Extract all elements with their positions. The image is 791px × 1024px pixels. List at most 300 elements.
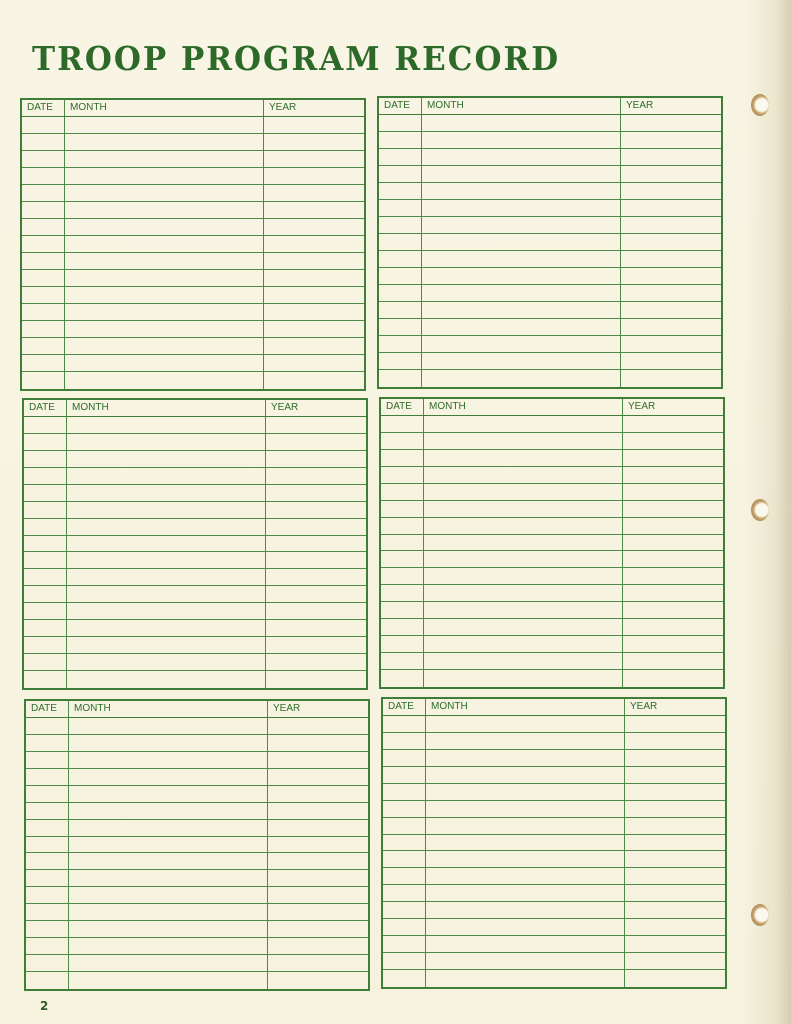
year-entry-cell — [264, 304, 364, 321]
date-entry-cell — [379, 200, 422, 217]
record-table-1 — [20, 98, 366, 391]
year-entry-cell — [625, 750, 725, 767]
record-table-4 — [379, 397, 725, 689]
date-entry-cell — [24, 468, 67, 485]
year-column-header: YEAR — [268, 701, 368, 718]
year-entry-cell — [621, 268, 721, 285]
date-entry-cell — [379, 302, 422, 319]
month-entry-cell — [65, 202, 264, 219]
month-entry-cell — [422, 268, 621, 285]
month-entry-cell — [65, 270, 264, 287]
month-column-header: MONTH — [422, 98, 621, 115]
month-entry-cell — [65, 321, 264, 338]
date-column-header: DATE — [383, 699, 426, 716]
month-entry-cell — [67, 620, 266, 637]
month-entry-cell — [69, 837, 268, 854]
date-entry-cell — [26, 718, 69, 735]
month-entry-cell — [422, 217, 621, 234]
year-entry-cell — [625, 936, 725, 953]
date-entry-cell — [379, 166, 422, 183]
month-column-header: MONTH — [426, 699, 625, 716]
date-entry-cell — [379, 336, 422, 353]
date-entry-cell — [379, 268, 422, 285]
date-entry-cell — [26, 955, 69, 972]
month-entry-cell — [422, 251, 621, 268]
date-entry-cell — [26, 853, 69, 870]
year-entry-cell — [623, 467, 723, 484]
month-entry-cell — [424, 619, 623, 636]
month-entry-cell — [426, 970, 625, 987]
year-entry-cell — [264, 134, 364, 151]
month-entry-cell — [424, 535, 623, 552]
month-entry-cell — [69, 820, 268, 837]
date-entry-cell — [379, 132, 422, 149]
date-entry-cell — [379, 370, 422, 387]
year-entry-cell — [621, 302, 721, 319]
year-entry-cell — [621, 251, 721, 268]
month-entry-cell — [424, 551, 623, 568]
year-entry-cell — [625, 851, 725, 868]
year-entry-cell — [268, 955, 368, 972]
month-entry-cell — [69, 972, 268, 989]
binder-hole-bottom — [751, 904, 769, 926]
month-entry-cell — [426, 835, 625, 852]
date-entry-cell — [22, 236, 65, 253]
month-entry-cell — [426, 801, 625, 818]
date-entry-cell — [22, 355, 65, 372]
month-column-header: MONTH — [65, 100, 264, 117]
month-entry-cell — [67, 519, 266, 536]
month-entry-cell — [69, 938, 268, 955]
date-entry-cell — [22, 338, 65, 355]
month-entry-cell — [424, 450, 623, 467]
year-entry-cell — [621, 285, 721, 302]
date-entry-cell — [26, 820, 69, 837]
year-entry-cell — [625, 818, 725, 835]
year-entry-cell — [621, 166, 721, 183]
date-entry-cell — [379, 234, 422, 251]
date-entry-cell — [381, 450, 424, 467]
year-entry-cell — [264, 287, 364, 304]
date-entry-cell — [24, 620, 67, 637]
date-entry-cell — [383, 750, 426, 767]
date-entry-cell — [26, 887, 69, 904]
record-table-5 — [24, 699, 370, 991]
year-entry-cell — [623, 535, 723, 552]
year-entry-cell — [623, 450, 723, 467]
year-entry-cell — [625, 835, 725, 852]
month-entry-cell — [67, 502, 266, 519]
month-entry-cell — [67, 417, 266, 434]
date-entry-cell — [381, 653, 424, 670]
month-entry-cell — [426, 784, 625, 801]
month-entry-cell — [426, 716, 625, 733]
date-entry-cell — [383, 851, 426, 868]
year-entry-cell — [266, 485, 366, 502]
month-entry-cell — [69, 735, 268, 752]
month-entry-cell — [424, 501, 623, 518]
date-entry-cell — [24, 519, 67, 536]
month-entry-cell — [422, 370, 621, 387]
date-entry-cell — [383, 868, 426, 885]
year-entry-cell — [264, 270, 364, 287]
date-entry-cell — [381, 467, 424, 484]
date-entry-cell — [22, 253, 65, 270]
date-entry-cell — [24, 569, 67, 586]
year-entry-cell — [625, 919, 725, 936]
month-entry-cell — [422, 132, 621, 149]
record-table-6 — [381, 697, 727, 989]
month-entry-cell — [426, 936, 625, 953]
year-entry-cell — [268, 769, 368, 786]
month-entry-cell — [67, 536, 266, 553]
date-entry-cell — [26, 972, 69, 989]
year-entry-cell — [623, 518, 723, 535]
year-column-header: YEAR — [623, 399, 723, 416]
year-column-header: YEAR — [266, 400, 366, 417]
date-entry-cell — [26, 921, 69, 938]
year-entry-cell — [268, 887, 368, 904]
year-entry-cell — [266, 434, 366, 451]
month-entry-cell — [424, 636, 623, 653]
year-entry-cell — [623, 636, 723, 653]
month-entry-cell — [67, 586, 266, 603]
year-entry-cell — [268, 786, 368, 803]
date-entry-cell — [24, 671, 67, 688]
year-entry-cell — [623, 568, 723, 585]
year-entry-cell — [625, 733, 725, 750]
year-entry-cell — [621, 115, 721, 132]
date-entry-cell — [381, 433, 424, 450]
month-entry-cell — [65, 355, 264, 372]
year-entry-cell — [625, 801, 725, 818]
date-entry-cell — [383, 953, 426, 970]
year-entry-cell — [264, 168, 364, 185]
date-entry-cell — [383, 902, 426, 919]
year-entry-cell — [268, 870, 368, 887]
year-entry-cell — [268, 972, 368, 989]
month-entry-cell — [422, 302, 621, 319]
date-entry-cell — [379, 149, 422, 166]
year-entry-cell — [623, 602, 723, 619]
month-entry-cell — [424, 670, 623, 687]
date-entry-cell — [381, 568, 424, 585]
year-entry-cell — [266, 417, 366, 434]
date-entry-cell — [24, 502, 67, 519]
year-entry-cell — [625, 784, 725, 801]
month-entry-cell — [424, 568, 623, 585]
month-entry-cell — [65, 168, 264, 185]
date-entry-cell — [379, 251, 422, 268]
month-entry-cell — [426, 919, 625, 936]
date-entry-cell — [26, 803, 69, 820]
year-entry-cell — [264, 338, 364, 355]
date-entry-cell — [24, 637, 67, 654]
month-entry-cell — [424, 433, 623, 450]
date-entry-cell — [383, 767, 426, 784]
year-entry-cell — [621, 217, 721, 234]
month-entry-cell — [69, 803, 268, 820]
year-entry-cell — [264, 236, 364, 253]
date-entry-cell — [26, 735, 69, 752]
year-entry-cell — [625, 885, 725, 902]
year-column-header: YEAR — [264, 100, 364, 117]
year-entry-cell — [623, 484, 723, 501]
year-entry-cell — [266, 468, 366, 485]
year-entry-cell — [621, 353, 721, 370]
month-entry-cell — [424, 653, 623, 670]
month-entry-cell — [69, 752, 268, 769]
year-entry-cell — [268, 752, 368, 769]
date-entry-cell — [383, 733, 426, 750]
year-entry-cell — [268, 837, 368, 854]
month-entry-cell — [426, 902, 625, 919]
year-entry-cell — [268, 938, 368, 955]
date-entry-cell — [381, 501, 424, 518]
date-entry-cell — [24, 552, 67, 569]
date-column-header: DATE — [22, 100, 65, 117]
date-entry-cell — [22, 372, 65, 389]
binder-hole-top — [751, 94, 769, 116]
year-entry-cell — [266, 536, 366, 553]
date-entry-cell — [24, 451, 67, 468]
date-entry-cell — [22, 151, 65, 168]
month-entry-cell — [426, 733, 625, 750]
month-entry-cell — [67, 552, 266, 569]
binder-hole-middle — [751, 499, 769, 521]
month-entry-cell — [67, 451, 266, 468]
date-entry-cell — [381, 619, 424, 636]
date-entry-cell — [381, 636, 424, 653]
year-entry-cell — [623, 433, 723, 450]
month-entry-cell — [422, 319, 621, 336]
month-entry-cell — [65, 151, 264, 168]
month-entry-cell — [422, 336, 621, 353]
date-entry-cell — [22, 270, 65, 287]
year-entry-cell — [623, 670, 723, 687]
date-entry-cell — [22, 304, 65, 321]
month-entry-cell — [426, 818, 625, 835]
date-entry-cell — [22, 287, 65, 304]
year-entry-cell — [268, 904, 368, 921]
date-entry-cell — [22, 202, 65, 219]
year-entry-cell — [264, 355, 364, 372]
date-entry-cell — [383, 835, 426, 852]
year-entry-cell — [625, 716, 725, 733]
date-entry-cell — [383, 716, 426, 733]
year-entry-cell — [621, 200, 721, 217]
month-entry-cell — [67, 485, 266, 502]
month-entry-cell — [65, 219, 264, 236]
month-entry-cell — [67, 671, 266, 688]
month-entry-cell — [65, 287, 264, 304]
year-entry-cell — [266, 519, 366, 536]
date-entry-cell — [26, 752, 69, 769]
date-entry-cell — [22, 168, 65, 185]
month-entry-cell — [69, 955, 268, 972]
month-entry-cell — [69, 769, 268, 786]
date-entry-cell — [383, 784, 426, 801]
year-entry-cell — [623, 585, 723, 602]
date-entry-cell — [383, 936, 426, 953]
month-entry-cell — [67, 654, 266, 671]
date-column-header: DATE — [381, 399, 424, 416]
year-entry-cell — [623, 551, 723, 568]
year-entry-cell — [264, 219, 364, 236]
month-entry-cell — [426, 885, 625, 902]
month-entry-cell — [65, 134, 264, 151]
date-entry-cell — [24, 417, 67, 434]
month-entry-cell — [424, 484, 623, 501]
year-entry-cell — [266, 552, 366, 569]
date-entry-cell — [381, 535, 424, 552]
year-entry-cell — [625, 902, 725, 919]
year-entry-cell — [623, 619, 723, 636]
month-entry-cell — [424, 518, 623, 535]
year-entry-cell — [266, 620, 366, 637]
date-entry-cell — [379, 353, 422, 370]
month-entry-cell — [65, 253, 264, 270]
date-entry-cell — [383, 801, 426, 818]
date-entry-cell — [383, 885, 426, 902]
date-entry-cell — [379, 115, 422, 132]
year-entry-cell — [625, 953, 725, 970]
year-entry-cell — [264, 202, 364, 219]
date-column-header: DATE — [24, 400, 67, 417]
date-entry-cell — [22, 185, 65, 202]
month-entry-cell — [426, 767, 625, 784]
date-entry-cell — [22, 117, 65, 134]
month-column-header: MONTH — [424, 399, 623, 416]
year-entry-cell — [266, 586, 366, 603]
date-entry-cell — [26, 870, 69, 887]
month-entry-cell — [422, 285, 621, 302]
month-entry-cell — [67, 569, 266, 586]
year-entry-cell — [264, 151, 364, 168]
date-entry-cell — [381, 551, 424, 568]
date-entry-cell — [26, 938, 69, 955]
month-entry-cell — [69, 786, 268, 803]
month-entry-cell — [422, 115, 621, 132]
month-entry-cell — [426, 750, 625, 767]
year-entry-cell — [266, 671, 366, 688]
month-entry-cell — [69, 853, 268, 870]
month-entry-cell — [67, 637, 266, 654]
year-entry-cell — [621, 132, 721, 149]
date-entry-cell — [379, 183, 422, 200]
month-column-header: MONTH — [69, 701, 268, 718]
year-entry-cell — [621, 234, 721, 251]
year-entry-cell — [268, 803, 368, 820]
date-entry-cell — [381, 484, 424, 501]
year-entry-cell — [621, 319, 721, 336]
year-entry-cell — [621, 183, 721, 200]
month-entry-cell — [426, 953, 625, 970]
date-entry-cell — [26, 786, 69, 803]
month-entry-cell — [69, 718, 268, 735]
year-entry-cell — [266, 569, 366, 586]
month-entry-cell — [67, 603, 266, 620]
month-entry-cell — [65, 338, 264, 355]
year-column-header: YEAR — [625, 699, 725, 716]
year-entry-cell — [625, 767, 725, 784]
month-entry-cell — [424, 467, 623, 484]
month-entry-cell — [426, 868, 625, 885]
year-entry-cell — [264, 253, 364, 270]
month-entry-cell — [424, 416, 623, 433]
month-entry-cell — [65, 117, 264, 134]
year-entry-cell — [266, 451, 366, 468]
year-entry-cell — [264, 117, 364, 134]
month-entry-cell — [424, 585, 623, 602]
month-entry-cell — [67, 434, 266, 451]
month-entry-cell — [424, 602, 623, 619]
date-entry-cell — [24, 485, 67, 502]
date-entry-cell — [379, 217, 422, 234]
month-entry-cell — [422, 200, 621, 217]
month-entry-cell — [426, 851, 625, 868]
month-entry-cell — [422, 149, 621, 166]
month-entry-cell — [422, 234, 621, 251]
date-entry-cell — [381, 585, 424, 602]
month-entry-cell — [69, 887, 268, 904]
date-column-header: DATE — [26, 701, 69, 718]
date-entry-cell — [24, 654, 67, 671]
year-entry-cell — [621, 336, 721, 353]
month-entry-cell — [65, 372, 264, 389]
year-column-header: YEAR — [621, 98, 721, 115]
date-column-header: DATE — [379, 98, 422, 115]
month-entry-cell — [65, 304, 264, 321]
date-entry-cell — [26, 904, 69, 921]
month-entry-cell — [65, 185, 264, 202]
date-entry-cell — [381, 416, 424, 433]
year-entry-cell — [268, 853, 368, 870]
month-entry-cell — [69, 921, 268, 938]
month-entry-cell — [422, 183, 621, 200]
date-entry-cell — [24, 536, 67, 553]
month-entry-cell — [65, 236, 264, 253]
date-entry-cell — [26, 769, 69, 786]
year-entry-cell — [625, 868, 725, 885]
year-entry-cell — [264, 185, 364, 202]
date-entry-cell — [22, 219, 65, 236]
date-entry-cell — [383, 970, 426, 987]
date-entry-cell — [379, 319, 422, 336]
date-entry-cell — [26, 837, 69, 854]
page-number: 2 — [40, 999, 49, 1013]
year-entry-cell — [621, 370, 721, 387]
year-entry-cell — [268, 735, 368, 752]
year-entry-cell — [621, 149, 721, 166]
month-entry-cell — [69, 870, 268, 887]
year-entry-cell — [264, 321, 364, 338]
date-entry-cell — [24, 434, 67, 451]
date-entry-cell — [383, 818, 426, 835]
year-entry-cell — [266, 603, 366, 620]
date-entry-cell — [381, 518, 424, 535]
date-entry-cell — [379, 285, 422, 302]
year-entry-cell — [266, 637, 366, 654]
date-entry-cell — [24, 603, 67, 620]
year-entry-cell — [623, 416, 723, 433]
date-entry-cell — [22, 134, 65, 151]
month-entry-cell — [69, 904, 268, 921]
date-entry-cell — [381, 602, 424, 619]
month-entry-cell — [422, 353, 621, 370]
year-entry-cell — [625, 970, 725, 987]
year-entry-cell — [268, 718, 368, 735]
